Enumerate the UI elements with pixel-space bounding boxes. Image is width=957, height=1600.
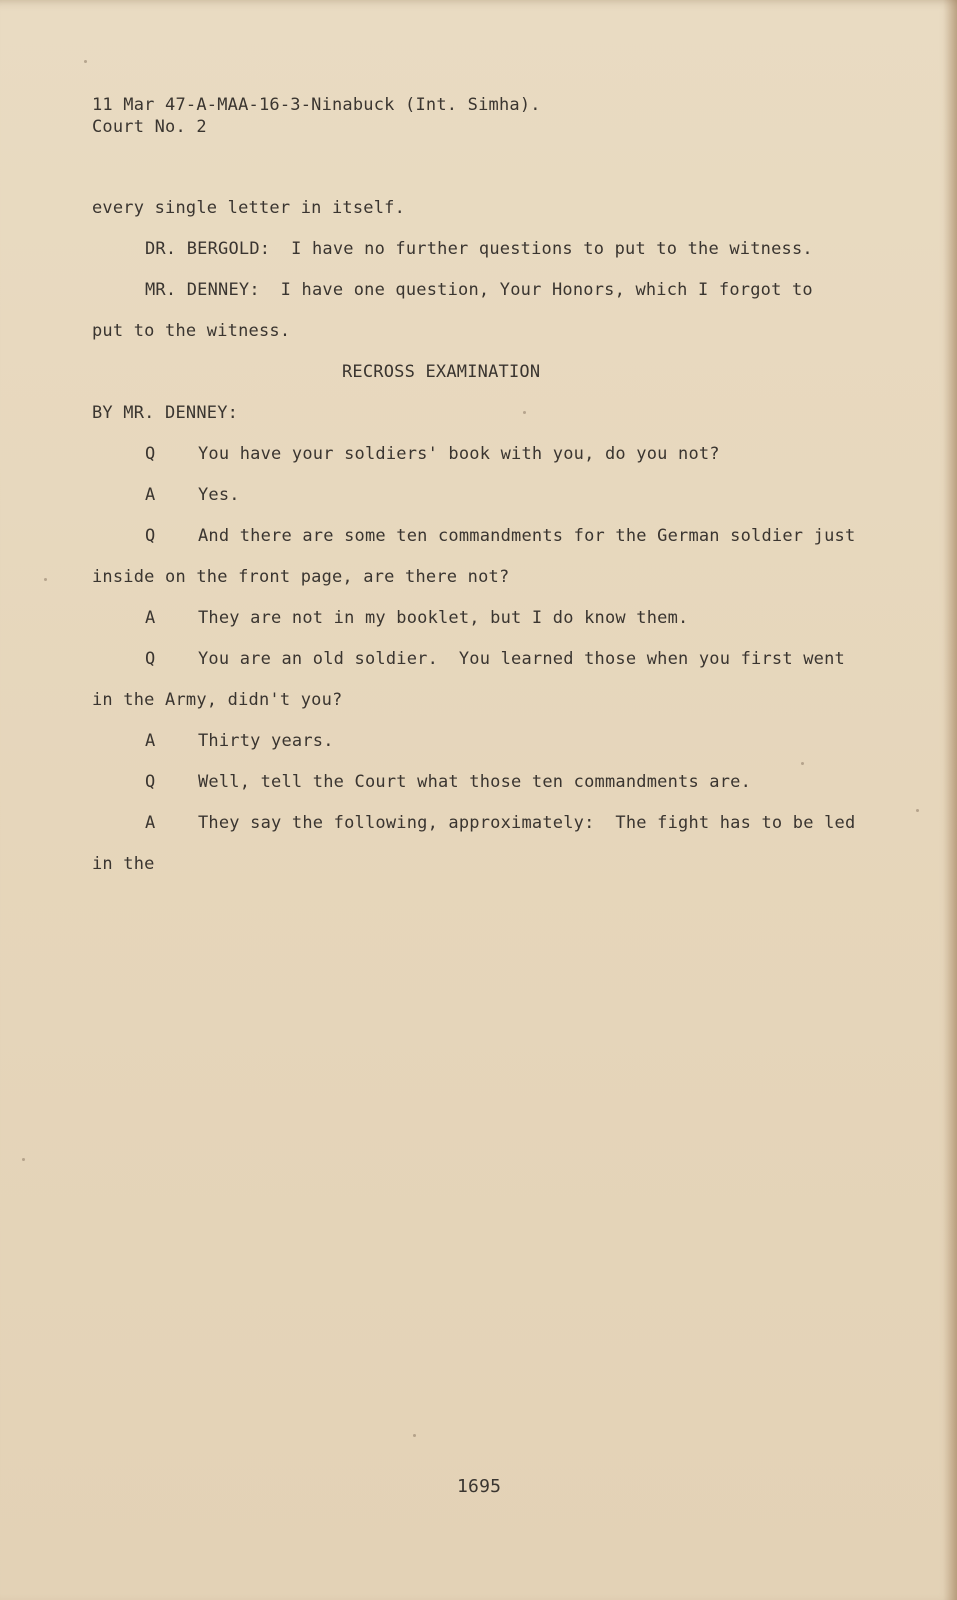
transcript-line: MR. DENNEY: I have one question, Your Honors, which I forgot to <box>145 280 813 300</box>
scan-speck <box>44 578 47 581</box>
scan-speck <box>523 411 526 414</box>
header-case-line: 11 Mar 47-A-MAA-16-3-Ninabuck (Int. Simha). <box>92 95 541 115</box>
transcript-line: in the <box>92 854 155 874</box>
transcript-line: inside on the front page, are there not? <box>92 567 510 587</box>
transcript-line: put to the witness. <box>92 321 291 341</box>
qa-label: A <box>145 608 156 628</box>
qa-label: Q <box>145 526 156 546</box>
qa-label: Q <box>145 772 156 792</box>
qa-text: You are an old soldier. You learned those when you first went <box>198 649 845 669</box>
qa-label: Q <box>145 444 156 464</box>
page-edge-shadow <box>943 0 957 1600</box>
qa-label: Q <box>145 649 156 669</box>
qa-text: They say the following, approximately: The fight has to be led <box>198 813 856 833</box>
qa-text: Well, tell the Court what those ten commandments are. <box>198 772 752 792</box>
qa-text: And there are some ten commandments for the German soldier just <box>198 526 856 546</box>
qa-text: They are not in my booklet, but I do know them. <box>198 608 689 628</box>
transcript-line: in the Army, didn't you? <box>92 690 343 710</box>
section-heading: RECROSS EXAMINATION <box>342 362 541 382</box>
scan-speck <box>916 809 919 812</box>
header-court-line: Court No. 2 <box>92 117 207 137</box>
qa-text: Yes. <box>198 485 240 505</box>
examiner-line: BY MR. DENNEY: <box>92 403 239 423</box>
qa-text: You have your soldiers' book with you, do you not? <box>198 444 720 464</box>
qa-label: A <box>145 485 156 505</box>
scan-speck <box>84 60 87 63</box>
qa-label: A <box>145 731 156 751</box>
scan-speck <box>801 762 804 765</box>
transcript-line: every single letter in itself. <box>92 198 406 218</box>
qa-text: Thirty years. <box>198 731 334 751</box>
page-number: 1695 <box>457 1476 502 1497</box>
scan-speck <box>22 1158 25 1161</box>
transcript-line: DR. BERGOLD: I have no further questions to put to the witness. <box>145 239 813 259</box>
qa-label: A <box>145 813 156 833</box>
scan-speck <box>413 1434 416 1437</box>
